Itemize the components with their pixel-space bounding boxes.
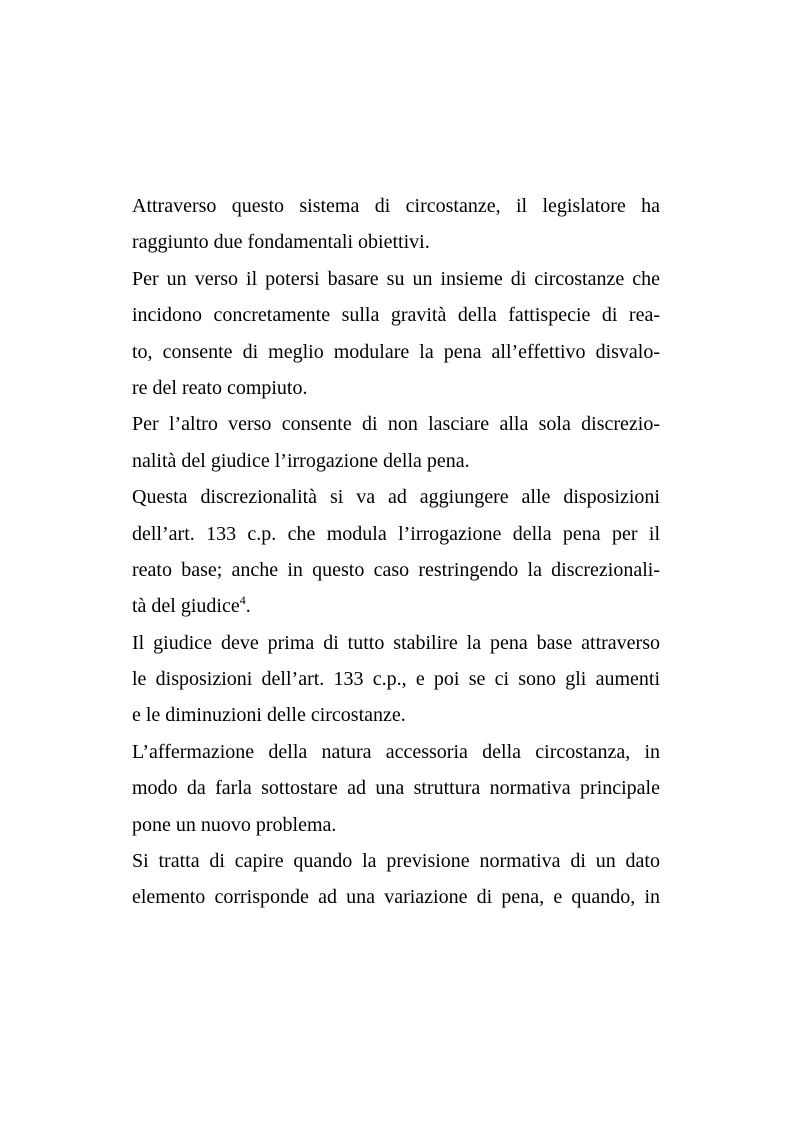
paragraph-6 bbox=[132, 734, 660, 843]
text-line: re del reato compiuto. bbox=[132, 376, 308, 399]
text-line: reato base; anche in questo caso restringendo la discrezionali- bbox=[132, 558, 660, 581]
text-line: pone un nuovo problema. bbox=[132, 813, 337, 836]
text-line: Il giudice deve prima di tutto stabilire la pena base attraverso bbox=[132, 631, 660, 654]
paragraph-5 bbox=[132, 625, 660, 734]
sentence-end: . bbox=[245, 595, 251, 618]
document-body bbox=[132, 188, 660, 916]
text-line: le disposizioni dell’art. 133 c.p., e poi se ci sono gli aumenti bbox=[132, 668, 660, 691]
text-line: Attraverso questo sistema di circostanze, il legislatore ha bbox=[132, 195, 660, 217]
text-line: nalità del giudice l’irrogazione della pena. bbox=[132, 449, 470, 472]
paragraph-2 bbox=[132, 261, 660, 407]
text-line: Questa discrezionalità si va ad aggiungere alle disposizioni bbox=[132, 486, 660, 509]
text-line: dell’art. 133 c.p. che modula l’irrogazione della pena per il bbox=[132, 522, 660, 545]
text-line: modo da farla sottostare ad una struttura normativa principale bbox=[132, 777, 660, 800]
paragraph-3 bbox=[132, 406, 660, 479]
text-line: raggiunto due fondamentali obiettivi. bbox=[132, 231, 430, 254]
text-line: e le diminuzioni delle circostanze. bbox=[132, 704, 406, 727]
paragraph-4 bbox=[132, 479, 660, 625]
text-line: incidono concretamente sulla gravità della fattispecie di rea- bbox=[132, 304, 660, 327]
text-line: Si tratta di capire quando la previsione normativa di un dato bbox=[132, 850, 660, 873]
text-line: to, consente di meglio modulare la pena all’effettivo disvalo- bbox=[132, 340, 660, 363]
text-line: Per un verso il potersi basare su un insieme di circostanze che bbox=[132, 267, 660, 290]
text-line-content: tà del giudice bbox=[132, 595, 240, 618]
text-line bbox=[132, 588, 660, 624]
text-line: L’affermazione della natura accessoria della circostanza, in bbox=[132, 740, 660, 763]
footnote-reference[interactable]: 4 bbox=[239, 593, 246, 608]
text-line: elemento corrisponde ad una variazione di pena, e quando, in bbox=[132, 886, 660, 909]
text-line: Per l’altro verso consente di non lasciare alla sola discrezio- bbox=[132, 413, 660, 436]
paragraph-7 bbox=[132, 843, 660, 916]
paragraph-1 bbox=[132, 188, 660, 261]
